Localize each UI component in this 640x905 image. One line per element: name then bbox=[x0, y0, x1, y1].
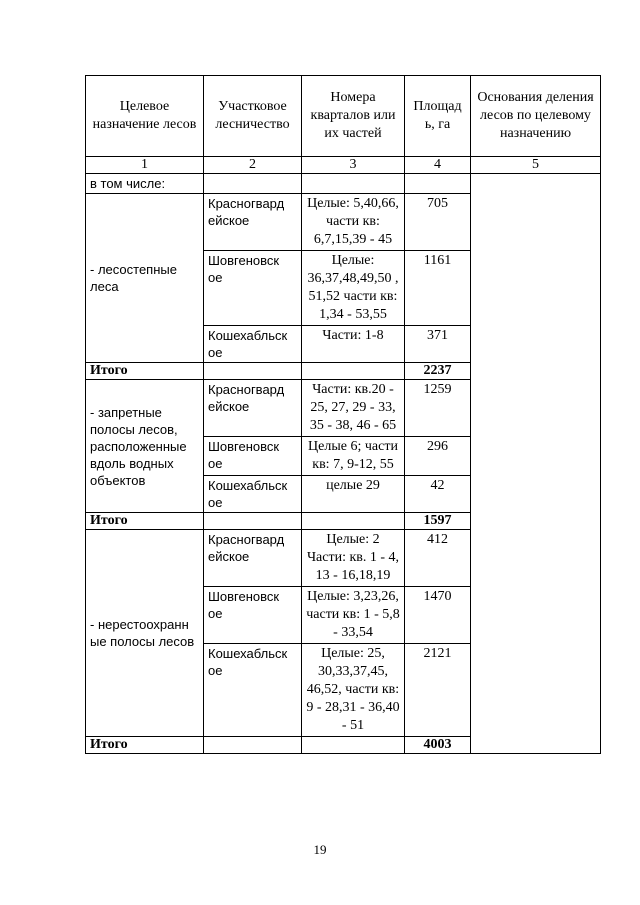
forest-purpose-table bbox=[85, 75, 601, 754]
empty-cell bbox=[302, 513, 405, 530]
in-total-label: в том числе: bbox=[86, 174, 204, 194]
area-cell: 1259 bbox=[405, 380, 471, 437]
header-purpose: Целевое назначение лесов bbox=[86, 76, 204, 157]
quarters-cell: Целые: 2 Части: кв. 1 - 4, 13 - 16,18,19 bbox=[302, 530, 405, 587]
area-cell: 1161 bbox=[405, 251, 471, 326]
purpose-cell: - лесостепные леса bbox=[86, 194, 204, 363]
total-label: Итого bbox=[86, 737, 204, 754]
empty-cell bbox=[405, 174, 471, 194]
forestry-cell: Кошехабльск ое bbox=[204, 326, 302, 363]
quarters-cell: Целые 6; части кв: 7, 9-12, 55 bbox=[302, 437, 405, 476]
col-number: 3 bbox=[302, 157, 405, 174]
area-cell: 296 bbox=[405, 437, 471, 476]
forestry-cell: Красногвард ейское bbox=[204, 380, 302, 437]
forestry-cell: Кошехабльск ое bbox=[204, 644, 302, 737]
total-label: Итого bbox=[86, 363, 204, 380]
purpose-cell: - запретные полосы лесов, расположенные вдоль водных объектов bbox=[86, 380, 204, 513]
header-row bbox=[86, 76, 601, 157]
forestry-cell: Шовгеновск ое bbox=[204, 437, 302, 476]
forestry-cell: Красногвард ейское bbox=[204, 194, 302, 251]
empty-cell bbox=[204, 174, 302, 194]
col-number: 2 bbox=[204, 157, 302, 174]
area-cell: 42 bbox=[405, 476, 471, 513]
column-number-row bbox=[86, 157, 601, 174]
quarters-cell: Целые: 36,37,48,49,50 , 51,52 части кв: 1,34 - 53,55 bbox=[302, 251, 405, 326]
purpose-cell: - нерестоохранн ые полосы лесов bbox=[86, 530, 204, 737]
quarters-cell: Целые: 5,40,66, части кв: 6,7,15,39 - 45 bbox=[302, 194, 405, 251]
header-basis: Основания деления лесов по целевому назначению bbox=[471, 76, 601, 157]
total-value: 2237 bbox=[405, 363, 471, 380]
total-value: 4003 bbox=[405, 737, 471, 754]
in-total-row bbox=[86, 174, 601, 194]
empty-cell bbox=[204, 737, 302, 754]
area-cell: 705 bbox=[405, 194, 471, 251]
col-number: 1 bbox=[86, 157, 204, 174]
header-area: Площад ь, га bbox=[405, 76, 471, 157]
header-forestry: Участковое лесничество bbox=[204, 76, 302, 157]
page-number: 19 bbox=[313, 842, 327, 857]
total-label: Итого bbox=[86, 513, 204, 530]
col-number: 4 bbox=[405, 157, 471, 174]
quarters-cell: целые 29 bbox=[302, 476, 405, 513]
area-cell: 2121 bbox=[405, 644, 471, 737]
col-number: 5 bbox=[471, 157, 601, 174]
header-quarters: Номера кварталов или их частей bbox=[302, 76, 405, 157]
empty-cell bbox=[302, 363, 405, 380]
empty-cell bbox=[302, 737, 405, 754]
empty-cell bbox=[302, 174, 405, 194]
area-cell: 412 bbox=[405, 530, 471, 587]
area-cell: 371 bbox=[405, 326, 471, 363]
quarters-cell: Части: 1-8 bbox=[302, 326, 405, 363]
quarters-cell: Целые: 25, 30,33,37,45, 46,52, части кв: 9 - 28,31 - 36,40 - 51 bbox=[302, 644, 405, 737]
quarters-cell: Части: кв.20 - 25, 27, 29 - 33, 35 - 38, 46 - 65 bbox=[302, 380, 405, 437]
quarters-cell: Целые: 3,23,26, части кв: 1 - 5,8 - 33,54 bbox=[302, 587, 405, 644]
forestry-cell: Шовгеновск ое bbox=[204, 587, 302, 644]
empty-cell bbox=[204, 513, 302, 530]
forestry-cell: Шовгеновск ое bbox=[204, 251, 302, 326]
forestry-cell: Красногвард ейское bbox=[204, 530, 302, 587]
area-cell: 1470 bbox=[405, 587, 471, 644]
empty-cell bbox=[204, 363, 302, 380]
basis-cell bbox=[471, 174, 601, 754]
forestry-cell: Кошехабльск ое bbox=[204, 476, 302, 513]
total-value: 1597 bbox=[405, 513, 471, 530]
